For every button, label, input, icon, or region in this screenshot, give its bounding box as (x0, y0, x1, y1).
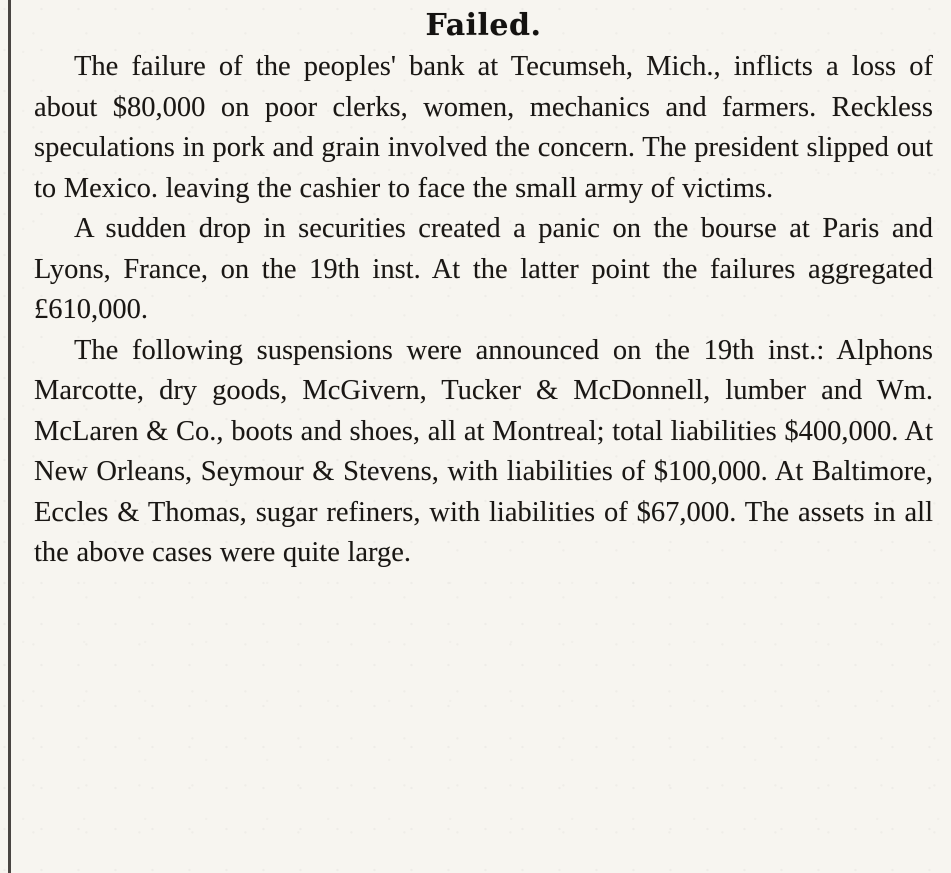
article-paragraph: The following suspensions were announced on the 19th inst.: Alphons Marcotte, dry goods, McGivern, Tucker & McDonnell, lumber and Wm. McLaren & Co., boots and shoes, all at Montreal; total liabilities $400,000. At New Orleans, Seymour & Stevens, with liabilities of $100,000. At Baltimore, Eccles & Thomas, sugar refiners, with liabilities of $67,000. The assets in all the above cases were quite large. (34, 334, 933, 568)
page-title: Failed. (425, 8, 542, 43)
article-paragraph: A sudden drop in securities created a panic on the bourse at Paris and Lyons, France, on the 19th inst. At the latter point the failures aggregated £610,000. (34, 213, 933, 325)
column-rule (8, 0, 11, 873)
article-column (26, 0, 941, 873)
article-body (34, 47, 933, 574)
article-paragraph: The failure of the peoples' bank at Tecumseh, Mich., inflicts a loss of about $80,000 on poor clerks, women, mechanics and farmers. Reckless speculations in pork and grain involved the concern. The president slipped out to Mexico. leaving the cashier to face the small army of victims. (34, 51, 933, 204)
